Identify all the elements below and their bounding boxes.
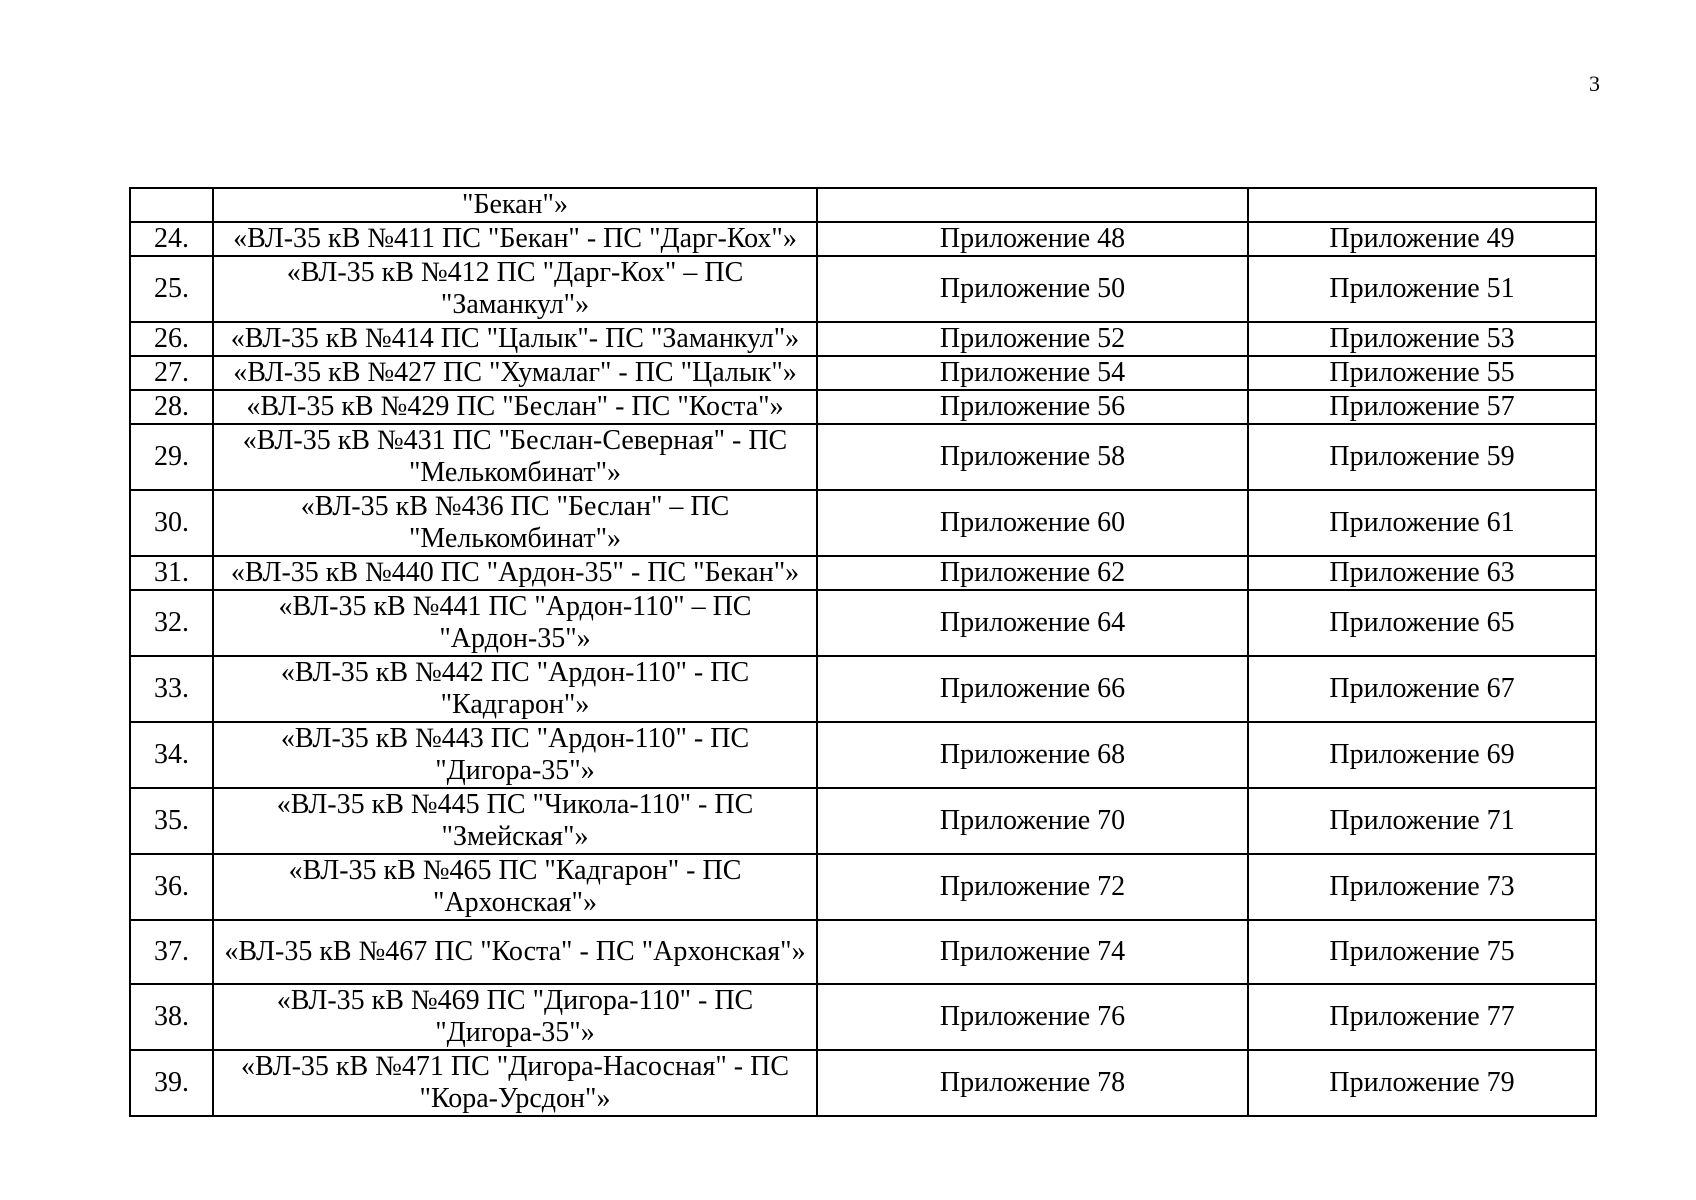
appendix-ref-right: Приложение 77 [1248, 984, 1596, 1050]
line-name: «ВЛ-35 кВ №436 ПС "Беслан" – ПС "Мелькомбинат"» [213, 490, 817, 556]
row-number: 37. [130, 920, 213, 984]
page-number: 3 [1589, 71, 1600, 96]
appendix-ref-left: Приложение 50 [817, 256, 1248, 322]
appendix-ref-right: Приложение 71 [1248, 788, 1596, 854]
appendix-ref-left: Приложение 48 [817, 222, 1248, 256]
appendix-table [129, 187, 1597, 1117]
table-row [130, 920, 1596, 984]
table-row [130, 788, 1596, 854]
table-row [130, 356, 1596, 390]
row-number: 29. [130, 424, 213, 490]
table-row [130, 424, 1596, 490]
row-number [130, 188, 213, 222]
appendix-ref-left: Приложение 60 [817, 490, 1248, 556]
appendix-ref-right: Приложение 61 [1248, 490, 1596, 556]
line-name: «ВЛ-35 кВ №431 ПС "Беслан-Северная" - ПС "Мелькомбинат"» [213, 424, 817, 490]
table-body [130, 188, 1596, 1116]
appendix-ref-right: Приложение 55 [1248, 356, 1596, 390]
line-name: «ВЛ-35 кВ №443 ПС "Ардон-110" - ПС "Дигора-35"» [213, 722, 817, 788]
appendix-ref-left: Приложение 58 [817, 424, 1248, 490]
row-number: 38. [130, 984, 213, 1050]
appendix-ref-left: Приложение 66 [817, 656, 1248, 722]
appendix-ref-right: Приложение 57 [1248, 390, 1596, 424]
row-number: 34. [130, 722, 213, 788]
row-number: 31. [130, 556, 213, 590]
line-name: «ВЛ-35 кВ №465 ПС "Кадгарон" - ПС "Архонская"» [213, 854, 817, 920]
row-number: 26. [130, 322, 213, 356]
table-row [130, 490, 1596, 556]
table-row [130, 722, 1596, 788]
appendix-ref-right: Приложение 79 [1248, 1050, 1596, 1116]
table-row-continuation [130, 188, 1596, 222]
table-row [130, 590, 1596, 656]
appendix-ref-right: Приложение 67 [1248, 656, 1596, 722]
appendix-ref-left: Приложение 52 [817, 322, 1248, 356]
row-number: 30. [130, 490, 213, 556]
line-name: «ВЛ-35 кВ №440 ПС "Ардон-35" - ПС "Бекан"» [213, 556, 817, 590]
appendix-ref-right: Приложение 69 [1248, 722, 1596, 788]
line-name: «ВЛ-35 кВ №411 ПС "Бекан" - ПС "Дарг-Кох"» [213, 222, 817, 256]
row-number: 25. [130, 256, 213, 322]
row-number: 24. [130, 222, 213, 256]
appendix-ref-left [817, 188, 1248, 222]
appendix-ref-right: Приложение 53 [1248, 322, 1596, 356]
row-number: 32. [130, 590, 213, 656]
line-name: «ВЛ-35 кВ №412 ПС "Дарг-Кох" – ПС "Заманкул"» [213, 256, 817, 322]
row-number: 39. [130, 1050, 213, 1116]
line-name: «ВЛ-35 кВ №442 ПС "Ардон-110" - ПС "Кадгарон"» [213, 656, 817, 722]
appendix-ref-left: Приложение 70 [817, 788, 1248, 854]
table-row [130, 854, 1596, 920]
table-row [130, 322, 1596, 356]
row-number: 27. [130, 356, 213, 390]
appendix-ref-right: Приложение 75 [1248, 920, 1596, 984]
appendix-ref-right: Приложение 73 [1248, 854, 1596, 920]
line-name: "Бекан"» [213, 188, 817, 222]
appendix-ref-left: Приложение 76 [817, 984, 1248, 1050]
line-name: «ВЛ-35 кВ №414 ПС "Цалык"- ПС "Заманкул"» [213, 322, 817, 356]
row-number: 35. [130, 788, 213, 854]
appendix-ref-left: Приложение 68 [817, 722, 1248, 788]
appendix-ref-left: Приложение 72 [817, 854, 1248, 920]
table-row [130, 256, 1596, 322]
table-row [130, 390, 1596, 424]
row-number: 36. [130, 854, 213, 920]
line-name: «ВЛ-35 кВ №441 ПС "Ардон-110" – ПС "Ардон-35"» [213, 590, 817, 656]
appendix-ref-right: Приложение 51 [1248, 256, 1596, 322]
line-name: «ВЛ-35 кВ №429 ПС "Беслан" - ПС "Коста"» [213, 390, 817, 424]
table-row [130, 222, 1596, 256]
appendix-ref-right: Приложение 65 [1248, 590, 1596, 656]
appendix-ref-left: Приложение 78 [817, 1050, 1248, 1116]
line-name: «ВЛ-35 кВ №427 ПС "Хумалаг" - ПС "Цалык"» [213, 356, 817, 390]
row-number: 33. [130, 656, 213, 722]
row-number: 28. [130, 390, 213, 424]
table-row [130, 656, 1596, 722]
appendix-ref-left: Приложение 56 [817, 390, 1248, 424]
appendix-ref-right [1248, 188, 1596, 222]
line-name: «ВЛ-35 кВ №445 ПС "Чикола-110" - ПС "Змейская"» [213, 788, 817, 854]
table-row [130, 556, 1596, 590]
table-row [130, 984, 1596, 1050]
line-name: «ВЛ-35 кВ №471 ПС "Дигора-Насосная" - ПС "Кора-Урсдон"» [213, 1050, 817, 1116]
table-row [130, 1050, 1596, 1116]
appendix-ref-left: Приложение 62 [817, 556, 1248, 590]
appendix-ref-right: Приложение 59 [1248, 424, 1596, 490]
line-name: «ВЛ-35 кВ №469 ПС "Дигора-110" - ПС "Дигора-35"» [213, 984, 817, 1050]
appendix-ref-right: Приложение 49 [1248, 222, 1596, 256]
appendix-ref-left: Приложение 74 [817, 920, 1248, 984]
line-name: «ВЛ-35 кВ №467 ПС "Коста" - ПС "Архонская"» [213, 920, 817, 984]
appendix-ref-right: Приложение 63 [1248, 556, 1596, 590]
appendix-ref-left: Приложение 54 [817, 356, 1248, 390]
appendix-ref-left: Приложение 64 [817, 590, 1248, 656]
